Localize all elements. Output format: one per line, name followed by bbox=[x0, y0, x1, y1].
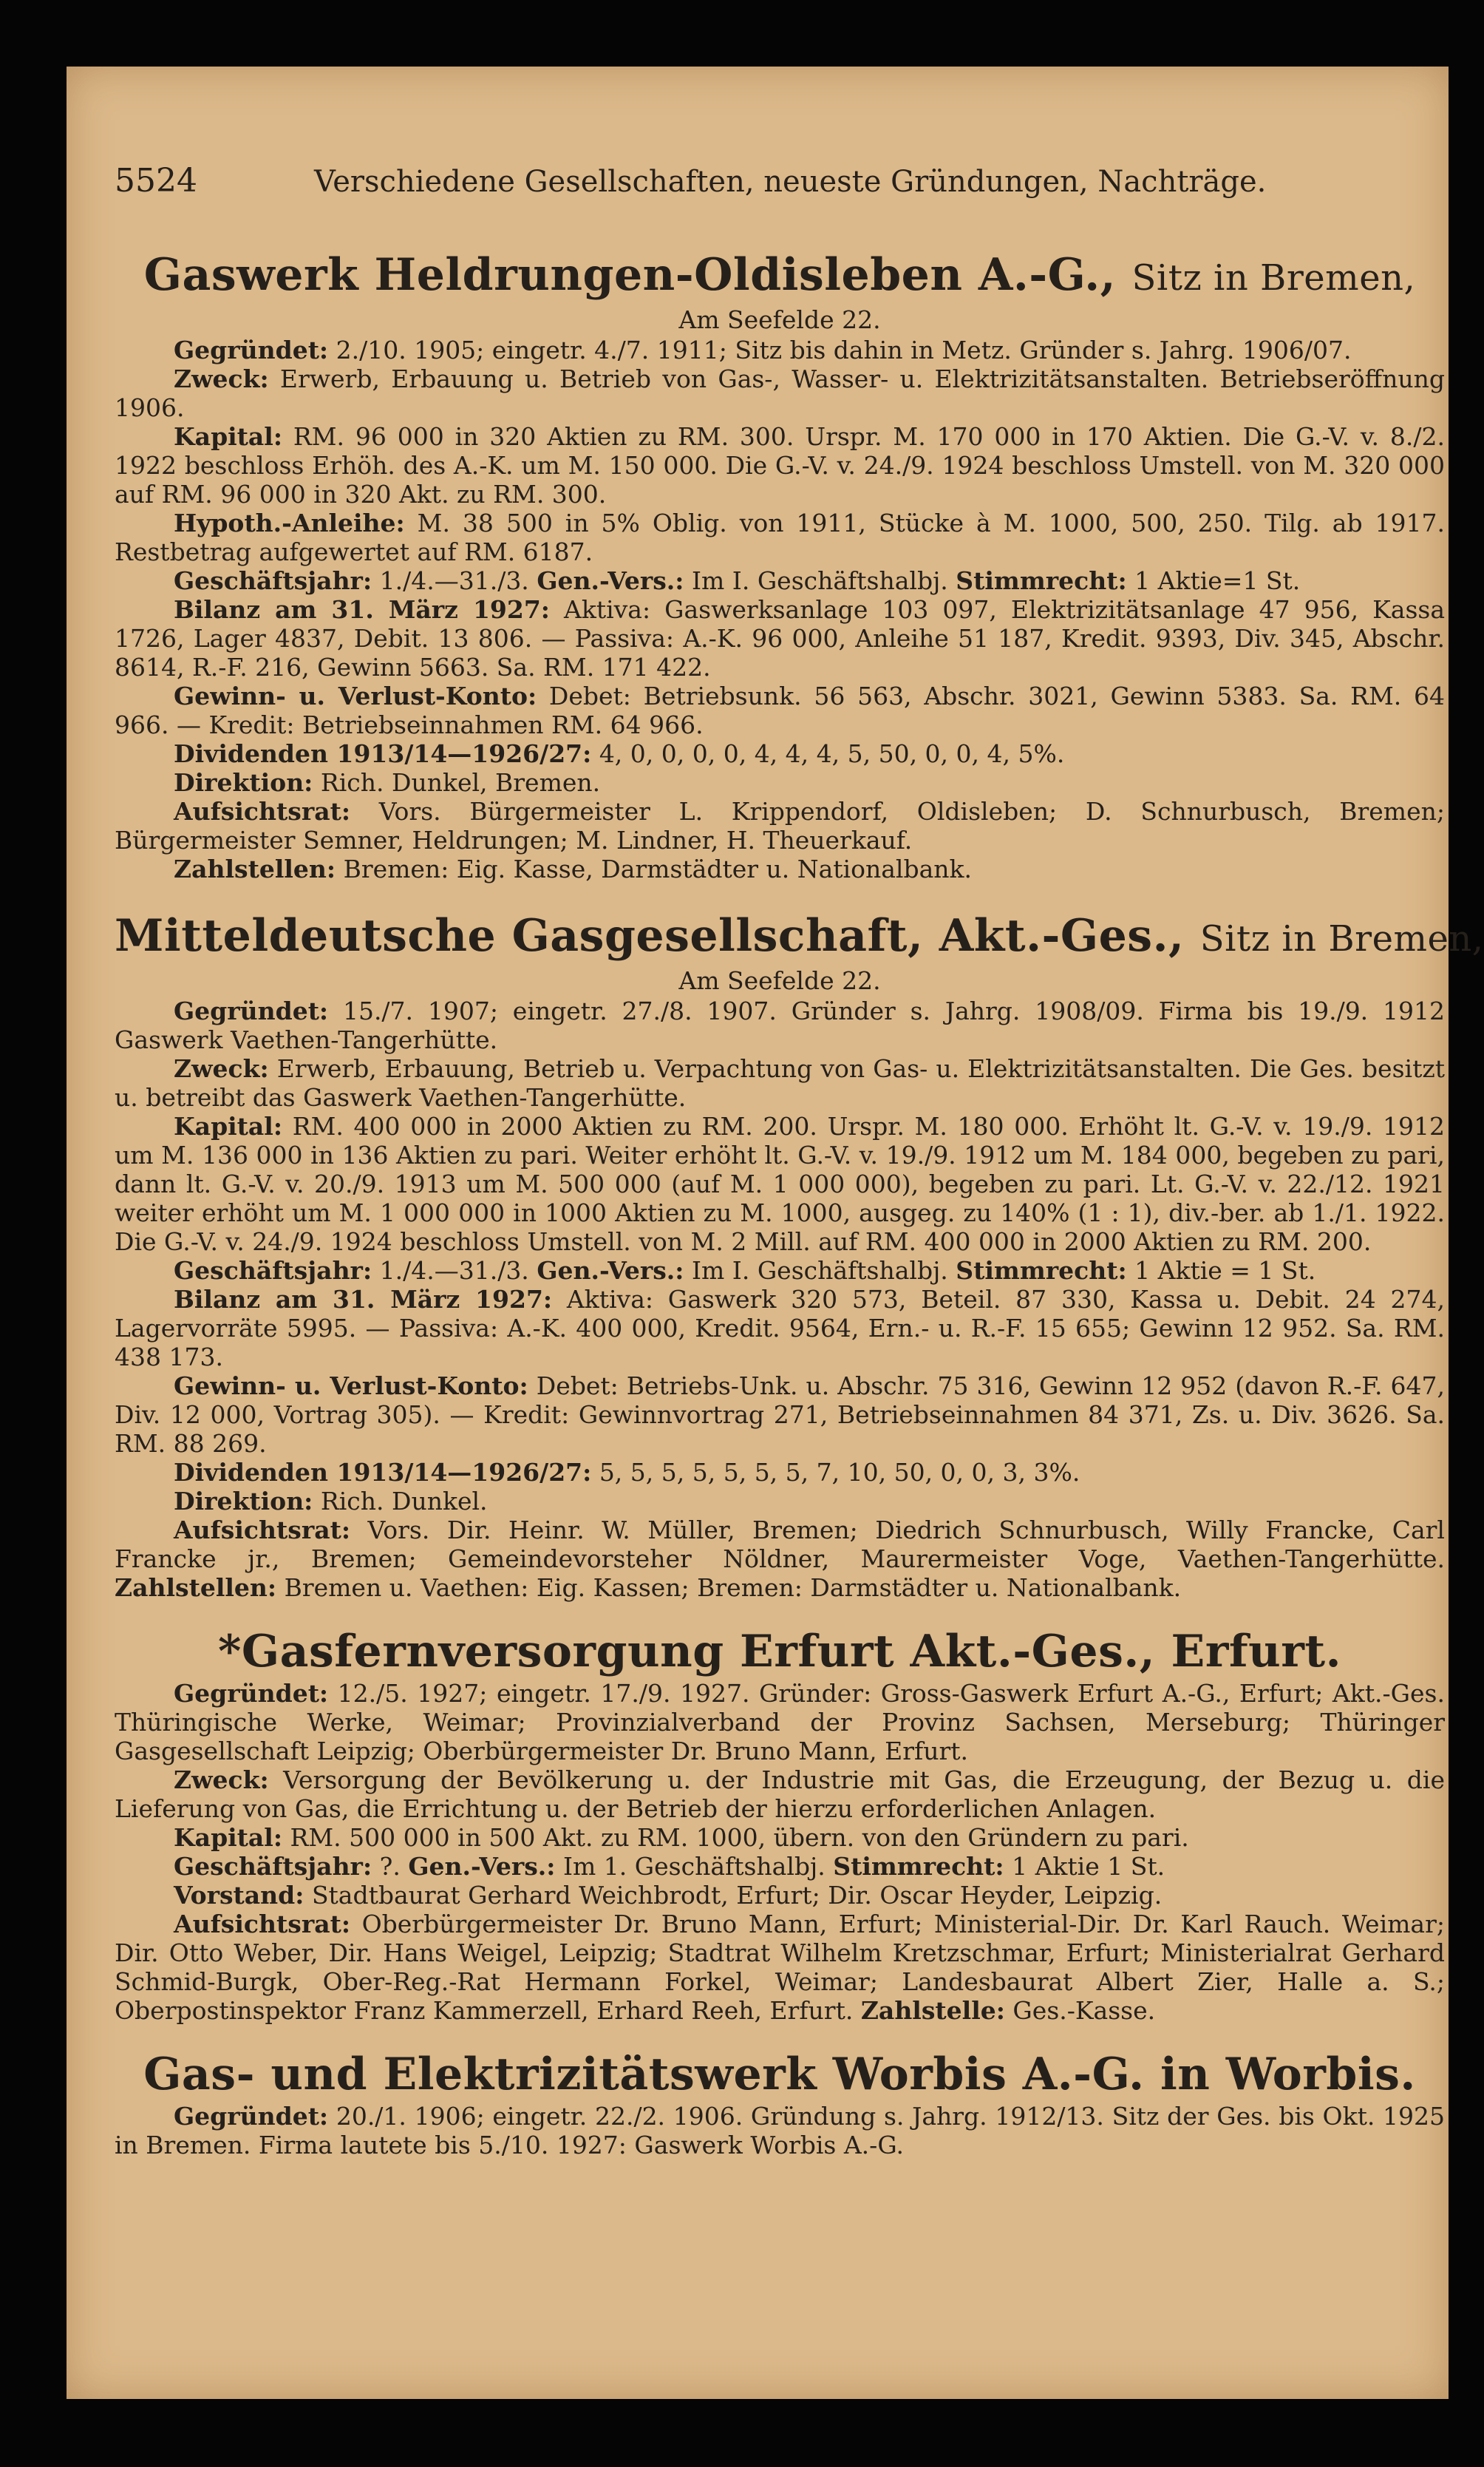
field-label: Aufsichtsrat: bbox=[174, 797, 351, 826]
field-label: Gen.-Vers.: bbox=[408, 1852, 556, 1881]
field-label: Stimmrecht: bbox=[956, 1256, 1127, 1285]
field-label: Gegründet: bbox=[174, 1679, 329, 1708]
field-kapital bbox=[115, 422, 1445, 509]
field-label: Geschäftsjahr: bbox=[174, 1852, 372, 1881]
field-label: Zahlstellen: bbox=[174, 855, 336, 883]
company-name: *Gasfernversorgung Erfurt Akt.-Ges., Erfurt. bbox=[217, 1626, 1342, 1677]
field-geschaeftsjahr bbox=[115, 1256, 1445, 1285]
field-text: Versorgung der Bevölkerung u. der Industrie mit Gas, die Erzeugung, der Bezug u. die Lieferung von Gas, die Errichtung u. der Betrieb der hierzu erforderlichen Anlagen. bbox=[115, 1765, 1445, 1823]
field-label: Bilanz am 31. März 1927: bbox=[174, 595, 550, 624]
field-text: Vors. Dir. Heinr. W. Müller, Bremen; Diedrich Schnurbusch, Willy Francke, Carl Francke jr., Bremen; Gemeindevorsteher Nöldner, Maurermeister Voge, Vaethen-Tangerhütte. bbox=[115, 1516, 1445, 1573]
field-label: Gegründet: bbox=[174, 336, 329, 364]
field-label: Hypoth.-Anleihe: bbox=[174, 509, 405, 537]
field-geschaeftsjahr bbox=[115, 1852, 1445, 1881]
company-name: Gas- und Elektrizitätswerk Worbis A.-G. in Worbis. bbox=[143, 2049, 1416, 2100]
field-label: Dividenden 1913/14—1926/27: bbox=[174, 739, 592, 768]
field-text: RM. 96 000 in 320 Aktien zu RM. 300. Urspr. M. 170 000 in 170 Aktien. Die G.-V. v. 8./2. 1922 beschloss Erhöh. des A.-K. um M. 150 000. Die G.-V. v. 24./9. 1924 beschloss Umstell. von M. 320 000 auf RM. 96 000 in 320 Akt. zu RM. 300. bbox=[115, 422, 1445, 509]
field-text: Stadtbaurat Gerhard Weichbrodt, Erfurt; Dir. Oscar Heyder, Leipzig. bbox=[311, 1881, 1163, 1910]
field-text: Rich. Dunkel, Bremen. bbox=[320, 768, 601, 797]
company-entry bbox=[115, 248, 1445, 883]
company-entry bbox=[115, 2047, 1445, 2159]
running-title: Verschiedene Gesellschaften, neueste Gründungen, Nachträge. bbox=[314, 165, 1267, 199]
field-label: Direktion: bbox=[174, 768, 313, 797]
field-label: Kapital: bbox=[174, 1823, 283, 1852]
field-label: Gewinn- u. Verlust-Konto: bbox=[174, 682, 537, 710]
field-geschaeftsjahr bbox=[115, 566, 1445, 595]
company-seat: Sitz in Bremen, bbox=[1199, 918, 1484, 960]
field-bilanz bbox=[115, 1285, 1445, 1371]
field-label: Kapital: bbox=[174, 422, 283, 451]
field-aufsichtsrat bbox=[115, 1910, 1445, 2025]
field-text: Bremen: Eig. Kasse, Darmstädter u. Nationalbank. bbox=[343, 855, 972, 883]
field-label: Dividenden 1913/14—1926/27: bbox=[174, 1458, 592, 1487]
field-aufsichtsrat bbox=[115, 797, 1445, 855]
field-label: Stimmrecht: bbox=[833, 1852, 1004, 1881]
company-title bbox=[115, 2047, 1445, 2102]
page-header bbox=[115, 152, 1297, 211]
field-text: Aktiva: Gaswerksanlage 103 097, Elektrizitätsanlage 47 956, Kassa 1726, Lager 4837, Debit. 13 806. — Passiva: A.-K. 96 000, Anleihe 51 187, Kredit. 9393, Div. 345, Abschr. 8614, R.-F. 216, Gewinn 5663. Sa. RM. 171 422. bbox=[115, 595, 1445, 682]
field-label: Zweck: bbox=[174, 1054, 269, 1083]
field-label: Geschäftsjahr: bbox=[174, 566, 372, 595]
field-label: Zweck: bbox=[174, 364, 269, 393]
field-gewinn-verlust bbox=[115, 1371, 1445, 1458]
field-label: Zahlstelle: bbox=[860, 1996, 1005, 2025]
field-text: RM. 400 000 in 2000 Aktien zu RM. 200. Urspr. M. 180 000. Erhöht lt. G.-V. v. 19./9. 1912 um M. 136 000 in 136 Aktien zu pari. Weiter erhöht lt. G.-V. v. 19./9. 1912 um M. 184 000, begeben zu pari, dann lt. G.-V. v. 20./9. 1913 um M. 500 000 (auf M. 1 000 000), begeben zu pari. Lt. G.-V. v. 22./12. 1921 weiter erhöht um M. 1 000 000 in 1000 Aktien zu M. 1000, ausgeg. zu 140% (1 : 1), div.-ber. ab 1./1. 1922. Die G.-V. v. 24./9. 1924 beschloss Umstell. von M. 2 Mill. auf RM. 400 000 in 2000 Aktien zu RM. 200. bbox=[115, 1112, 1445, 1256]
field-text: ?. bbox=[379, 1852, 401, 1881]
field-gegruendet bbox=[115, 997, 1445, 1054]
company-title bbox=[115, 909, 1484, 966]
field-bilanz bbox=[115, 595, 1445, 682]
field-label: Gen.-Vers.: bbox=[537, 1256, 684, 1285]
field-label: Stimmrecht: bbox=[956, 566, 1127, 595]
field-text: Vors. Bürgermeister L. Krippendorf, Oldisleben; D. Schnurbusch, Bremen; Bürgermeister Semner, Heldrungen; M. Lindner, H. Theuerkauf. bbox=[115, 797, 1445, 855]
field-label: Aufsichtsrat: bbox=[174, 1516, 351, 1544]
company-address: Am Seefelde 22. bbox=[678, 305, 881, 334]
company-entry bbox=[115, 909, 1484, 1602]
field-label: Gegründet: bbox=[174, 997, 329, 1025]
field-kapital bbox=[115, 1823, 1445, 1852]
field-zweck bbox=[115, 1765, 1445, 1823]
field-text: 2./10. 1905; eingetr. 4./7. 1911; Sitz bis dahin in Metz. Gründer s. Jahrg. 1906/07. bbox=[336, 336, 1352, 364]
field-dividenden bbox=[115, 1458, 1445, 1487]
field-text: Bremen u. Vaethen: Eig. Kassen; Bremen: Darmstädter u. Nationalbank. bbox=[284, 1573, 1182, 1602]
field-label: Zweck: bbox=[174, 1765, 269, 1794]
field-direktion bbox=[115, 1487, 1445, 1516]
field-label: Gen.-Vers.: bbox=[537, 566, 684, 595]
field-label: Kapital: bbox=[174, 1112, 283, 1141]
field-text: Oberbürgermeister Dr. Bruno Mann, Erfurt; Ministerial-Dir. Dr. Karl Rauch. Weimar; Dir. Otto Weber, Dir. Hans Weigel, Leipzig; Stadtrat Wilhelm Kretzschmar, Erfurt; Ministerialrat Gerhard Schmid-Burgk, Ober-Reg.-Rat Hermann Forkel, Weimar; Landesbaurat Albert Zier, Halle a. S.; Oberpostinspektor Franz Kammerzell, Erhard Reeh, Erfurt. bbox=[115, 1910, 1445, 2025]
field-label: Vorstand: bbox=[174, 1881, 304, 1910]
field-text: Erwerb, Erbauung, Betrieb u. Verpachtung von Gas- u. Elektrizitätsanstalten. Die Ges. besitzt u. betreibt das Gaswerk Vaethen-Tangerhütte. bbox=[115, 1054, 1445, 1112]
field-text: 1 Aktie=1 St. bbox=[1134, 566, 1301, 595]
field-gewinn-verlust bbox=[115, 682, 1445, 739]
book-page bbox=[67, 67, 1484, 2399]
field-text: 1 Aktie = 1 St. bbox=[1134, 1256, 1316, 1285]
field-gegruendet bbox=[115, 336, 1445, 364]
field-text: 1./4.—31./3. bbox=[379, 566, 529, 595]
field-vorstand bbox=[115, 1881, 1445, 1910]
field-text: Im I. Geschäftshalbj. bbox=[691, 566, 948, 595]
field-text: Debet: Betriebs-Unk. u. Abschr. 75 316, Gewinn 12 952 (davon R.-F. 647, Div. 12 000, Vortrag 305). — Kredit: Gewinnvortrag 271, Betriebseinnahmen 84 371, Zs. u. Div. 3626. Sa. RM. 88 269. bbox=[115, 1371, 1445, 1458]
field-label: Bilanz am 31. März 1927: bbox=[174, 1285, 553, 1314]
field-text: Erwerb, Erbauung u. Betrieb von Gas-, Wasser- u. Elektrizitätsanstalten. Betriebseröffnung 1906. bbox=[115, 364, 1445, 422]
field-direktion bbox=[115, 768, 1445, 797]
field-text: 20./1. 1906; eingetr. 22./2. 1906. Gründung s. Jahrg. 1912/13. Sitz der Ges. bis Okt. 1925 in Bremen. Firma lautete bis 5./10. 1927: Gaswerk Worbis A.-G. bbox=[115, 2102, 1445, 2159]
field-label: Direktion: bbox=[174, 1487, 313, 1516]
company-address: Am Seefelde 22. bbox=[678, 966, 881, 995]
page-content bbox=[115, 225, 1484, 2159]
field-zweck bbox=[115, 364, 1445, 422]
field-label: Aufsichtsrat: bbox=[174, 1910, 351, 1938]
company-title bbox=[115, 248, 1445, 305]
field-text: Im I. Geschäftshalbj. bbox=[691, 1256, 948, 1285]
company-name: Mitteldeutsche Gasgesellschaft, Akt.-Ges., bbox=[115, 910, 1185, 962]
field-text: Im 1. Geschäftshalbj. bbox=[562, 1852, 826, 1881]
field-text: 5, 5, 5, 5, 5, 5, 5, 7, 10, 50, 0, 0, 3, 3%. bbox=[599, 1458, 1080, 1487]
company-name: Gaswerk Heldrungen-Oldisleben A.-G., bbox=[143, 249, 1117, 301]
field-text: 12./5. 1927; eingetr. 17./9. 1927. Gründer: Gross-Gaswerk Erfurt A.-G., Erfurt; Akt.-Ges. Thüringische Werke, Weimar; Provinzialverband der Provinz Sachsen, Merseburg; Thüringer Gasgesellschaft Leipzig; Oberbürgermeister Dr. Bruno Mann, Erfurt. bbox=[115, 1679, 1445, 1765]
field-aufsichtsrat bbox=[115, 1516, 1445, 1602]
field-label: Geschäftsjahr: bbox=[174, 1256, 372, 1285]
page-number: 5524 bbox=[115, 162, 197, 200]
field-text: 1./4.—31./3. bbox=[379, 1256, 529, 1285]
field-gegruendet bbox=[115, 2102, 1445, 2159]
field-kapital bbox=[115, 1112, 1445, 1256]
field-dividenden bbox=[115, 739, 1445, 768]
field-text: 15./7. 1907; eingetr. 27./8. 1907. Gründer s. Jahrg. 1908/09. Firma bis 19./9. 1912 Gaswerk Vaethen-Tangerhütte. bbox=[115, 997, 1445, 1054]
field-zweck bbox=[115, 1054, 1445, 1112]
field-text: 4, 0, 0, 0, 0, 4, 4, 4, 5, 50, 0, 0, 4, 5%. bbox=[599, 739, 1065, 768]
company-title bbox=[115, 1624, 1445, 1679]
field-zahlstellen bbox=[115, 855, 1445, 883]
field-label: Zahlstellen: bbox=[115, 1573, 277, 1602]
company-seat: Sitz in Bremen, bbox=[1131, 257, 1416, 299]
field-gegruendet bbox=[115, 1679, 1445, 1765]
field-label: Gegründet: bbox=[174, 2102, 329, 2131]
field-text: M. 38 500 in 5% Oblig. von 1911, Stücke à M. 1000, 500, 250. Tilg. ab 1917. Restbetrag aufgewertet auf RM. 6187. bbox=[115, 509, 1446, 566]
field-text: Debet: Betriebsunk. 56 563, Abschr. 3021, Gewinn 5383. Sa. RM. 64 966. — Kredit: Betriebseinnahmen RM. 64 966. bbox=[115, 682, 1445, 739]
field-label: Gewinn- u. Verlust-Konto: bbox=[174, 1371, 528, 1400]
field-text: 1 Aktie 1 St. bbox=[1012, 1852, 1165, 1881]
field-text: RM. 500 000 in 500 Akt. zu RM. 1000, übern. von den Gründern zu pari. bbox=[290, 1823, 1189, 1852]
field-text: Aktiva: Gaswerk 320 573, Beteil. 87 330, Kassa u. Debit. 24 274, Lagervorräte 5995. — Passiva: A.-K. 400 000, Kredit. 9564, Ern.- u. R.-F. 15 655; Gewinn 12 952. Sa. RM. 438 173. bbox=[115, 1285, 1445, 1371]
field-text: Rich. Dunkel. bbox=[320, 1487, 488, 1516]
company-entry bbox=[115, 1624, 1445, 2025]
field-anleihe bbox=[115, 509, 1445, 566]
field-text: Ges.-Kasse. bbox=[1012, 1996, 1156, 2025]
